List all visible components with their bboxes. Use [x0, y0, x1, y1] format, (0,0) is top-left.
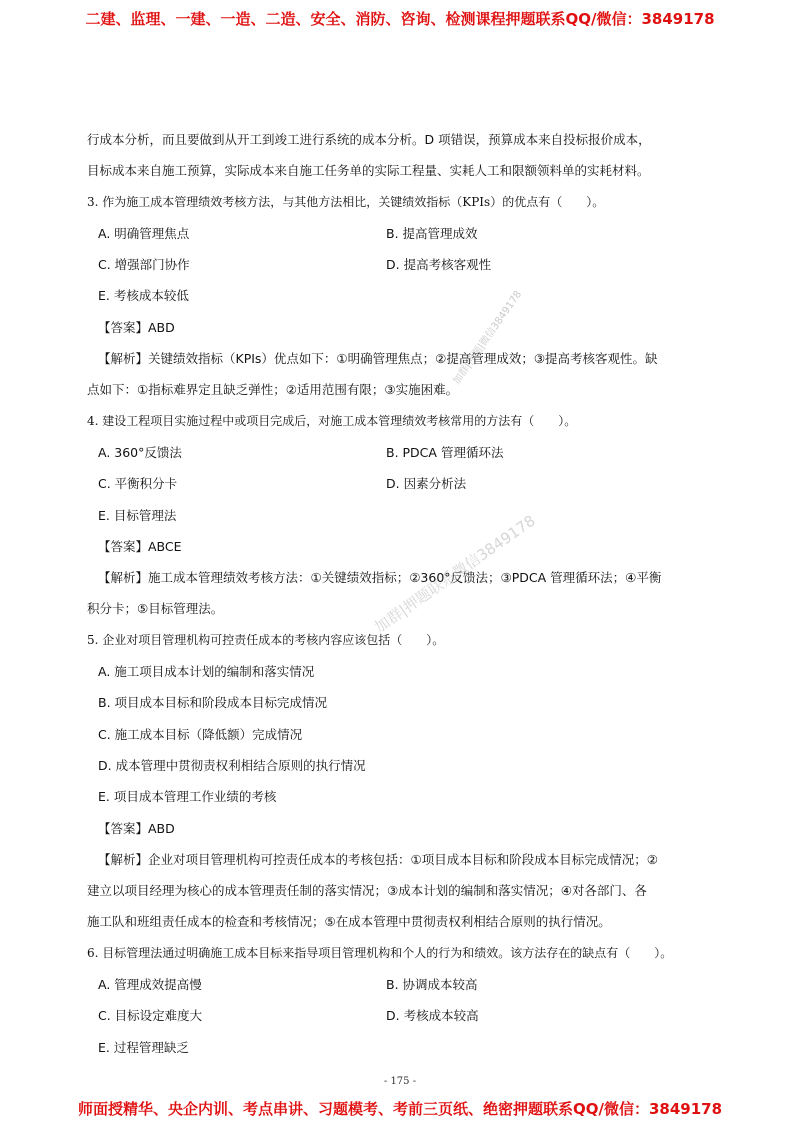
question-5: 5. 企业对项目管理机构可控责任成本的考核内容应该包括（ ）。	[87, 632, 445, 647]
question-3: 3. 作为施工成本管理绩效考核方法，与其他方法相比，关键绩效指标（KPIs）的优点有（ ）。	[87, 194, 605, 209]
options-row	[87, 249, 737, 280]
answer: 【答案】ABCE	[98, 538, 182, 554]
page-number: - 175 -	[383, 1076, 417, 1087]
option-a: A. 360°反馈法	[98, 444, 182, 460]
option-d: D. 因素分析法	[386, 476, 467, 492]
options-row	[87, 1000, 737, 1031]
option-e: E. 过程管理缺乏	[98, 1039, 189, 1055]
question-6: 6. 目标管理法通过明确施工成本目标来指导项目管理机构和个人的行为和绩效。该方法存在的缺点有（ ）。	[87, 945, 673, 960]
option-b: B. PDCA 管理循环法	[386, 444, 504, 460]
option-d: D. 考核成本较高	[386, 1008, 479, 1024]
option-c: C. 目标设定难度大	[98, 1008, 203, 1024]
option-e: E. 考核成本较低	[98, 288, 189, 304]
intro-line: 行成本分析，而且要做到从开工到竣工进行系统的成本分析。D 项错误，预算成本来自投标报价成本，	[87, 132, 651, 147]
analysis-line: 施工队和班组责任成本的检查和考核情况；⑤在成本管理中贯彻责权利相结合原则的执行情况。	[87, 914, 611, 930]
watermark: 加群|押题|微信3849178	[451, 289, 525, 387]
header-banner: 二建、监理、一建、一造、二造、安全、消防、咨询、检测课程押题联系QQ/微信：3849178	[85, 10, 715, 28]
option-e: E. 项目成本管理工作业绩的考核	[98, 789, 277, 805]
question-4: 4. 建设工程项目实施过程中或项目完成后，对施工成本管理绩效考核常用的方法有（ ）。	[87, 413, 577, 428]
intro-line: 目标成本来自施工预算，实际成本来自施工任务单的实际工程量、实耗人工和限额领料单的实耗材料。	[87, 163, 650, 179]
option-d: D. 提高考核客观性	[386, 257, 492, 273]
option-a: A. 管理成效提高慢	[98, 977, 202, 993]
option-e: E. 目标管理法	[98, 507, 177, 523]
watermark: 加群|押题联系微信3849178	[371, 511, 539, 637]
options-row	[87, 218, 737, 249]
option-a: A. 施工项目成本计划的编制和落实情况	[98, 664, 315, 680]
option-b: B. 提高管理成效	[386, 225, 478, 241]
analysis-line: 【解析】施工成本管理绩效考核方法：①关键绩效指标；②360°反馈法；③PDCA 管理循环法；④平衡	[98, 570, 662, 586]
option-b: B. 协调成本较高	[386, 977, 478, 993]
options-row	[87, 468, 737, 499]
analysis-line: 【解析】关键绩效指标（KPIs）优点如下：①明确管理焦点；②提高管理成效；③提高考核客观性。缺	[98, 351, 658, 367]
option-c: C. 施工成本目标（降低额）完成情况	[98, 726, 303, 742]
footer-banner: 师面授精华、央企内训、考点串讲、习题模考、考前三页纸、绝密押题联系QQ/微信：3849178	[77, 1100, 723, 1118]
analysis-line: 积分卡；⑤目标管理法。	[87, 601, 224, 617]
option-c: C. 增强部门协作	[98, 257, 190, 273]
options-row	[87, 969, 737, 1000]
analysis-line: 【解析】企业对项目管理机构可控责任成本的考核包括：①项目成本目标和阶段成本目标完成情况；②	[98, 851, 658, 867]
option-b: B. 项目成本目标和阶段成本目标完成情况	[98, 695, 328, 711]
option-d: D. 成本管理中贯彻责权利相结合原则的执行情况	[98, 757, 366, 773]
analysis-line: 点如下：①指标难界定且缺乏弹性；②适用范围有限；③实施困难。	[87, 382, 459, 398]
analysis-line: 建立以项目经理为核心的成本管理责任制的落实情况；③成本计划的编制和落实情况；④对各部门、各	[87, 883, 647, 899]
answer: 【答案】ABD	[98, 820, 175, 836]
answer: 【答案】ABD	[98, 319, 175, 335]
option-c: C. 平衡积分卡	[98, 476, 178, 492]
options-row	[87, 437, 737, 468]
option-a: A. 明确管理焦点	[98, 225, 190, 241]
